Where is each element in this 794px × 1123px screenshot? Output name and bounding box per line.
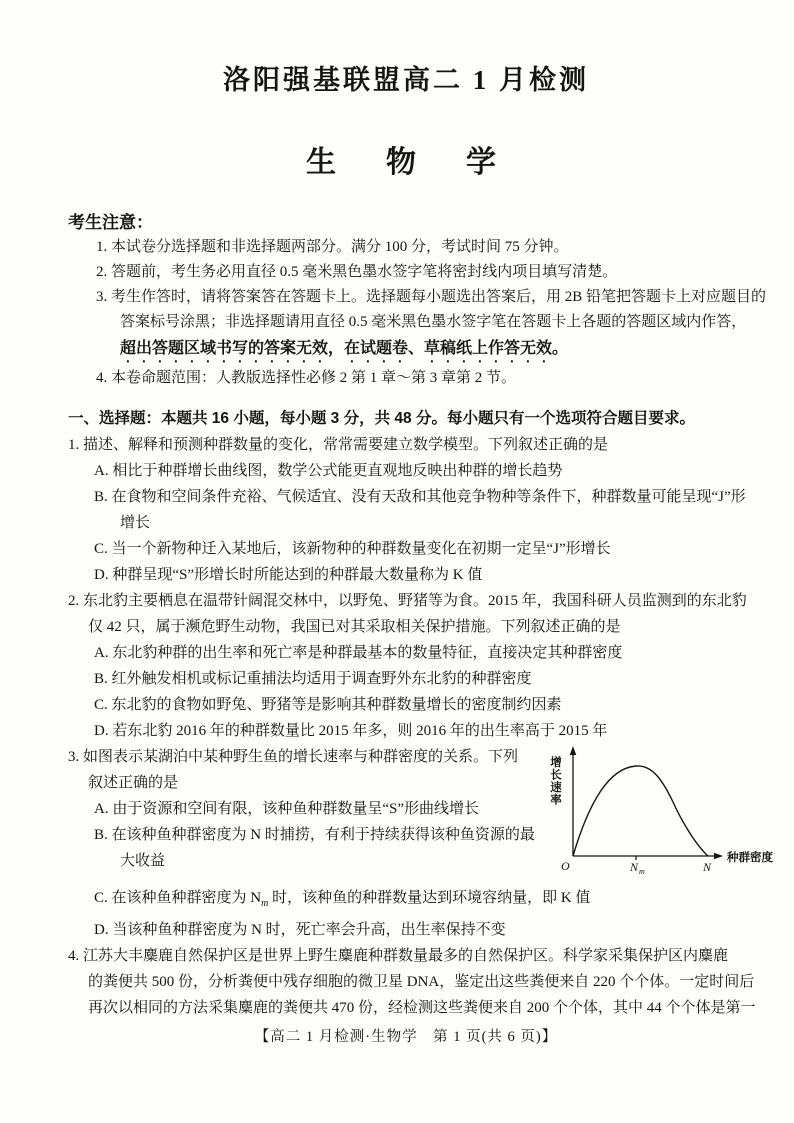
section-header-choice-questions: 一、选择题：本题共 16 小题，每小题 3 分，共 48 分。每小题只有一个选项符合题目要求。 — [68, 410, 695, 427]
question-3-option-b-line-1: B. 在该种鱼种群密度为 N 时捕捞，有利于持续获得该种鱼资源的最 — [94, 827, 535, 843]
subject-title: 生 物 学 — [306, 146, 506, 179]
question-1-stem: 1. 描述、解释和预测种群数量的变化，常常需要建立数学模型。下列叙述正确的是 — [68, 437, 609, 453]
question-1-option-c: C. 当一个新物种迁入某地后，该新物种的种群数量变化在初期一定呈“J”形增长 — [94, 541, 611, 557]
question-3-option-b-line-2: 大收益 — [120, 853, 166, 869]
x-axis-arrow-icon — [714, 853, 723, 859]
question-3-option-c-text-cont: 时，该种鱼的种群数量达到环境容纳量，即 K 值 — [268, 890, 591, 906]
notice-item-3-emphasis: 超出答题区域书写的答案无效，在试题卷、草稿纸上作答无效。 — [120, 340, 569, 357]
graph-x-axis-label: 种群密度 — [726, 852, 773, 864]
notice-item-4: 4. 本卷命题范围：人教版选择性必修 2 第 1 章～第 3 章第 2 节。 — [96, 370, 517, 386]
question-3-stem-line-2: 叙述正确的是 — [88, 775, 179, 791]
question-4-stem-line-1: 4. 江苏大丰麋鹿自然保护区是世界上野生麋鹿种群数量最多的自然保护区。科学家采集保护区内麋鹿 — [68, 948, 729, 964]
question-1 — [68, 432, 744, 588]
question-3 — [68, 744, 773, 943]
graph-origin-label: O — [560, 859, 570, 873]
graph-figure — [535, 738, 783, 880]
graph-n-tick-label: N — [702, 860, 711, 874]
question-2-option-d: D. 若东北豹 2016 年的种群数量比 2015 年多，则 2016 年的出生率高于 2015 年 — [94, 723, 608, 739]
page-footer: 【高二 1 月检测·生物学 第 1 页(共 6 页)】 — [254, 1029, 558, 1045]
question-2 — [68, 588, 747, 744]
question-3-stem-line-1: 3. 如图表示某湖泊中某种野生鱼的增长速率与种群密度的关系。下列 — [68, 749, 519, 765]
notice-item-1: 1. 本试卷分选择题和非选择题两部分。满分 100 分，考试时间 75 分钟。 — [96, 239, 569, 255]
page-title: 洛阳强基联盟高二 1 月检测 — [223, 65, 589, 95]
y-axis-arrow-icon — [570, 746, 576, 755]
question-1-option-b-line-1: B. 在食物和空间条件充裕、气候适宜、没有天敌和其他竞争物种等条件下，种群数量可能呈现“J”形 — [94, 489, 746, 505]
question-3-option-c — [68, 885, 744, 917]
graph-y-axis-label: 增长速率 — [548, 756, 561, 806]
notice-item-3-line-1: 3. 考生作答时，请将答案答在答题卡上。选择题每小题选出答案后，用 2B 铅笔把答题卡上对应题目的 — [96, 289, 767, 305]
question-3-option-c-text: C. 在该种鱼种群密度为 N — [94, 890, 262, 906]
question-4-stem-line-3: 再次以相同的方法采集麋鹿的粪便共 470 份，经检测这些粪便来自 200 个个体，其中 44 个个体是第一 — [88, 1000, 756, 1016]
question-1-option-a: A. 相比于种群增长曲线图，数学公式能更直观地反映出种群的增长趋势 — [94, 463, 563, 479]
graph-nm-tick-label: N — [629, 860, 638, 874]
question-3-option-c-subscript: m — [261, 898, 269, 909]
notice-item-3-line-2: 答案标号涂黑；非选择题请用直径 0.5 毫米黑色墨水签字笔在答题卡上各题的答题区域内作答， — [120, 314, 747, 330]
question-2-option-c: C. 东北豹的食物如野兔、野猪等是影响其种群数量增长的密度制约因素 — [94, 697, 562, 713]
question-3-option-d: D. 当该种鱼种群密度为 N 时，死亡率会升高，出生率保持不变 — [94, 922, 506, 938]
question-3-option-a: A. 由于资源和空间有限，该种鱼种群数量呈“S”形曲线增长 — [94, 801, 479, 817]
graph-nm-tick-subscript: m — [638, 867, 645, 876]
question-4-stem-line-2: 的粪便共 500 份，分析粪便中残存细胞的微卫星 DNA，鉴定出这些粪便来自 220 个个体。一定时间后 — [88, 974, 755, 990]
question-2-stem-line-2: 仅 42 只，属于濒危野生动物，我国已对其采取相关保护措施。下列叙述正确的是 — [88, 619, 621, 635]
notice-header: 考生注意： — [68, 213, 153, 232]
question-2-option-a: A. 东北豹种群的出生率和死亡率是种群最基本的数量特征，直接决定其种群密度 — [94, 645, 623, 661]
question-4 — [68, 943, 756, 1021]
growth-rate-vs-density-graph — [535, 738, 783, 885]
growth-rate-curve — [573, 766, 708, 856]
question-1-option-d: D. 种群呈现“S”形增长时所能达到的种群最大数量称为 K 值 — [94, 567, 483, 583]
question-2-option-b: B. 红外触发相机或标记重捕法均适用于调查野外东北豹的种群密度 — [94, 671, 532, 687]
question-2-stem-line-1: 2. 东北豹主要栖息在温带针阔混交林中，以野兔、野猪等为食。2015 年，我国科研人员监测到的东北豹 — [68, 593, 747, 609]
question-1-option-b-line-2: 增长 — [120, 515, 151, 531]
candidate-notice — [68, 211, 767, 391]
notice-item-2: 2. 答题前，考生务必用直径 0.5 毫米黑色墨水签字笔将密封线内项目填写清楚。 — [96, 264, 618, 280]
